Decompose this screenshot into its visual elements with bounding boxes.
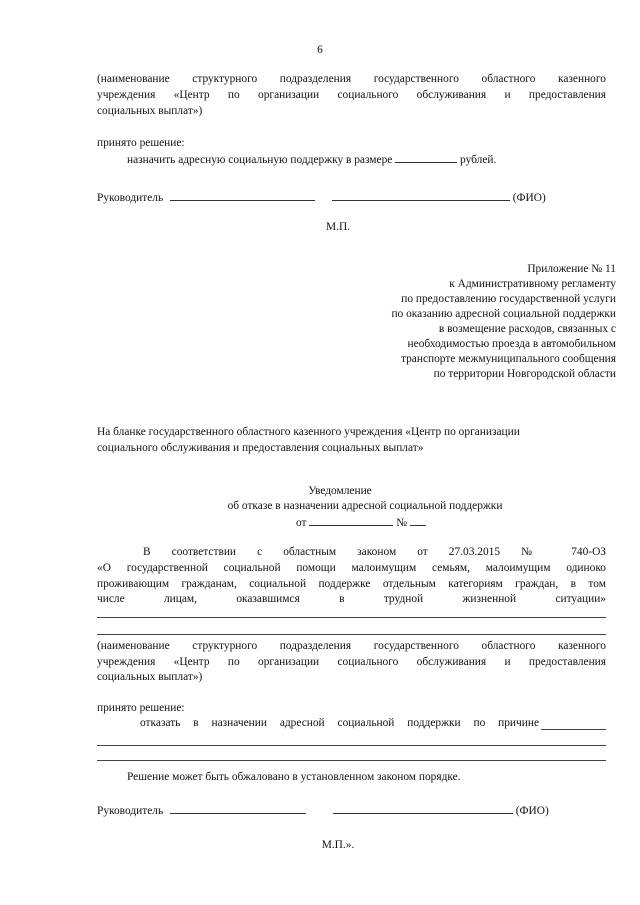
word: «Центр <box>173 89 210 101</box>
word: социального <box>337 89 399 101</box>
para-line-1 <box>143 545 606 560</box>
word: предоставления <box>528 89 607 101</box>
head-label: Руководитель <box>97 192 164 204</box>
fio-label: (ФИО) <box>512 192 546 204</box>
word: гражданам, <box>181 578 237 590</box>
word: соответствии <box>171 546 237 558</box>
word: поддержке <box>318 578 371 590</box>
notice-signature-line <box>97 802 549 819</box>
page-number: 6 <box>317 44 323 56</box>
word: № 740-ОЗ <box>521 546 607 558</box>
word: том <box>588 578 606 590</box>
blank-note-line-1: На бланке государственного областного казенного учреждения «Центр по организации <box>97 426 520 438</box>
appendix-block <box>300 262 616 382</box>
word: поддержки <box>407 717 461 729</box>
word: и <box>504 89 511 101</box>
word: «Центр <box>173 656 210 668</box>
word: казенного <box>558 640 606 652</box>
word: граждан, <box>515 578 559 590</box>
word: (наименование <box>97 73 170 85</box>
rubles-label: рублей. <box>460 154 497 166</box>
appendix-line: по территории Новгородской области <box>433 368 616 380</box>
fill-line <box>97 634 606 635</box>
name-blank <box>332 189 510 201</box>
number-sign: № <box>396 517 408 529</box>
reason-blank <box>541 729 606 730</box>
word: государственной <box>126 562 208 574</box>
signature-blank <box>170 802 306 814</box>
word: казенного <box>558 73 606 85</box>
notice-date-line <box>296 514 426 531</box>
decision-label: принято решение: <box>97 137 185 149</box>
appendix-line: по оказанию адресной социальной поддержки <box>391 308 616 320</box>
word: организации <box>258 656 320 668</box>
para-line-3 <box>97 577 606 592</box>
word: жизненной <box>462 593 517 605</box>
word: структурного <box>192 73 258 85</box>
word: законом <box>357 546 397 558</box>
appendix-line: необходимостью проезда в автомобильном <box>407 338 616 350</box>
notice-org-line-3: социальных выплат») <box>97 671 203 683</box>
notice-decision-label: принято решение: <box>97 702 185 714</box>
notice-title: Уведомление <box>308 485 372 497</box>
notice-subtitle: об отказе в назначении адресной социальной поддержки <box>227 500 503 512</box>
assign-line <box>127 151 496 168</box>
word: В <box>143 546 151 558</box>
word: одиноко <box>566 562 606 574</box>
word: предоставления <box>528 656 607 668</box>
word: учреждения <box>97 656 156 668</box>
amount-blank <box>395 151 457 163</box>
blank-note-line-2: социального обслуживания и предоставления социальных выплат» <box>97 442 424 454</box>
word: областного <box>481 73 536 85</box>
word: в <box>570 578 577 590</box>
word: социальной <box>223 562 281 574</box>
word: с <box>257 546 263 558</box>
notice-stamp-label: М.П.». <box>321 839 355 851</box>
appendix-line: в возмещение расходов, связанных с <box>438 323 616 335</box>
fill-line <box>97 745 606 746</box>
word: отдельным <box>382 578 436 590</box>
word: (наименование <box>97 640 170 652</box>
head-label: Руководитель <box>97 805 164 817</box>
refuse-line <box>140 716 539 731</box>
fio-label: (ФИО) <box>515 805 549 817</box>
assign-text: назначить адресную социальную поддержку в размере <box>127 154 393 166</box>
fill-line <box>97 760 606 761</box>
word: от <box>417 546 428 558</box>
word: помощи <box>296 562 336 574</box>
appendix-line: к Административному регламенту <box>449 278 616 290</box>
word: обслуживания <box>416 656 487 668</box>
signature-blank <box>170 189 315 201</box>
para-line-4 <box>97 592 606 607</box>
word: малоимущим <box>351 562 417 574</box>
word: адресной <box>279 717 325 729</box>
appendix-line: транспорте межмуниципального сообщения <box>400 353 616 365</box>
word: проживающим <box>97 578 170 590</box>
org-line-3: социальных выплат») <box>97 105 203 117</box>
word: семьям, <box>432 562 470 574</box>
word: в <box>193 717 199 729</box>
word: причине <box>498 717 540 729</box>
notice-org-line-1 <box>97 639 606 654</box>
org-line-2 <box>97 88 606 103</box>
appeal-text: Решение может быть обжаловано в установленном законом порядке. <box>127 771 461 783</box>
word: обслуживания <box>416 89 487 101</box>
number-blank <box>410 514 426 526</box>
word: назначении <box>211 717 267 729</box>
word: по <box>227 89 240 101</box>
appendix-line: Приложение № 11 <box>527 263 616 275</box>
word: 27.03.2015 <box>448 546 501 558</box>
word: оказавшимся <box>236 593 300 605</box>
word: подразделения <box>279 640 352 652</box>
word: по <box>227 656 240 668</box>
notice-org-line-2 <box>97 655 606 670</box>
word: трудной <box>383 593 424 605</box>
word: социального <box>337 656 399 668</box>
word: социальной <box>249 578 307 590</box>
appendix-line: по предоставлению государственной услуги <box>401 293 616 305</box>
word: категориям <box>448 578 503 590</box>
stamp-label: М.П. <box>325 221 351 233</box>
word: учреждения <box>97 89 156 101</box>
date-blank <box>309 514 393 526</box>
word: областным <box>283 546 337 558</box>
para-line-2 <box>97 561 606 576</box>
head-signature-line <box>97 189 546 206</box>
word: ситуации» <box>555 593 606 605</box>
word: структурного <box>192 640 258 652</box>
word: подразделения <box>279 73 352 85</box>
fill-line <box>97 617 606 618</box>
word: отказать <box>140 717 181 729</box>
org-line-1 <box>97 72 606 87</box>
word: социальной <box>337 717 395 729</box>
word: по <box>473 717 486 729</box>
word: «О <box>97 562 111 574</box>
word: организации <box>258 89 320 101</box>
word: государственного <box>373 73 459 85</box>
word: и <box>504 656 511 668</box>
from-label: от <box>296 517 307 529</box>
word: лицам, <box>163 593 197 605</box>
word: в <box>339 593 345 605</box>
name-blank <box>333 802 513 814</box>
word: государственного <box>373 640 459 652</box>
word: областного <box>481 640 536 652</box>
word: числе <box>97 593 125 605</box>
word: малоимущим <box>485 562 551 574</box>
